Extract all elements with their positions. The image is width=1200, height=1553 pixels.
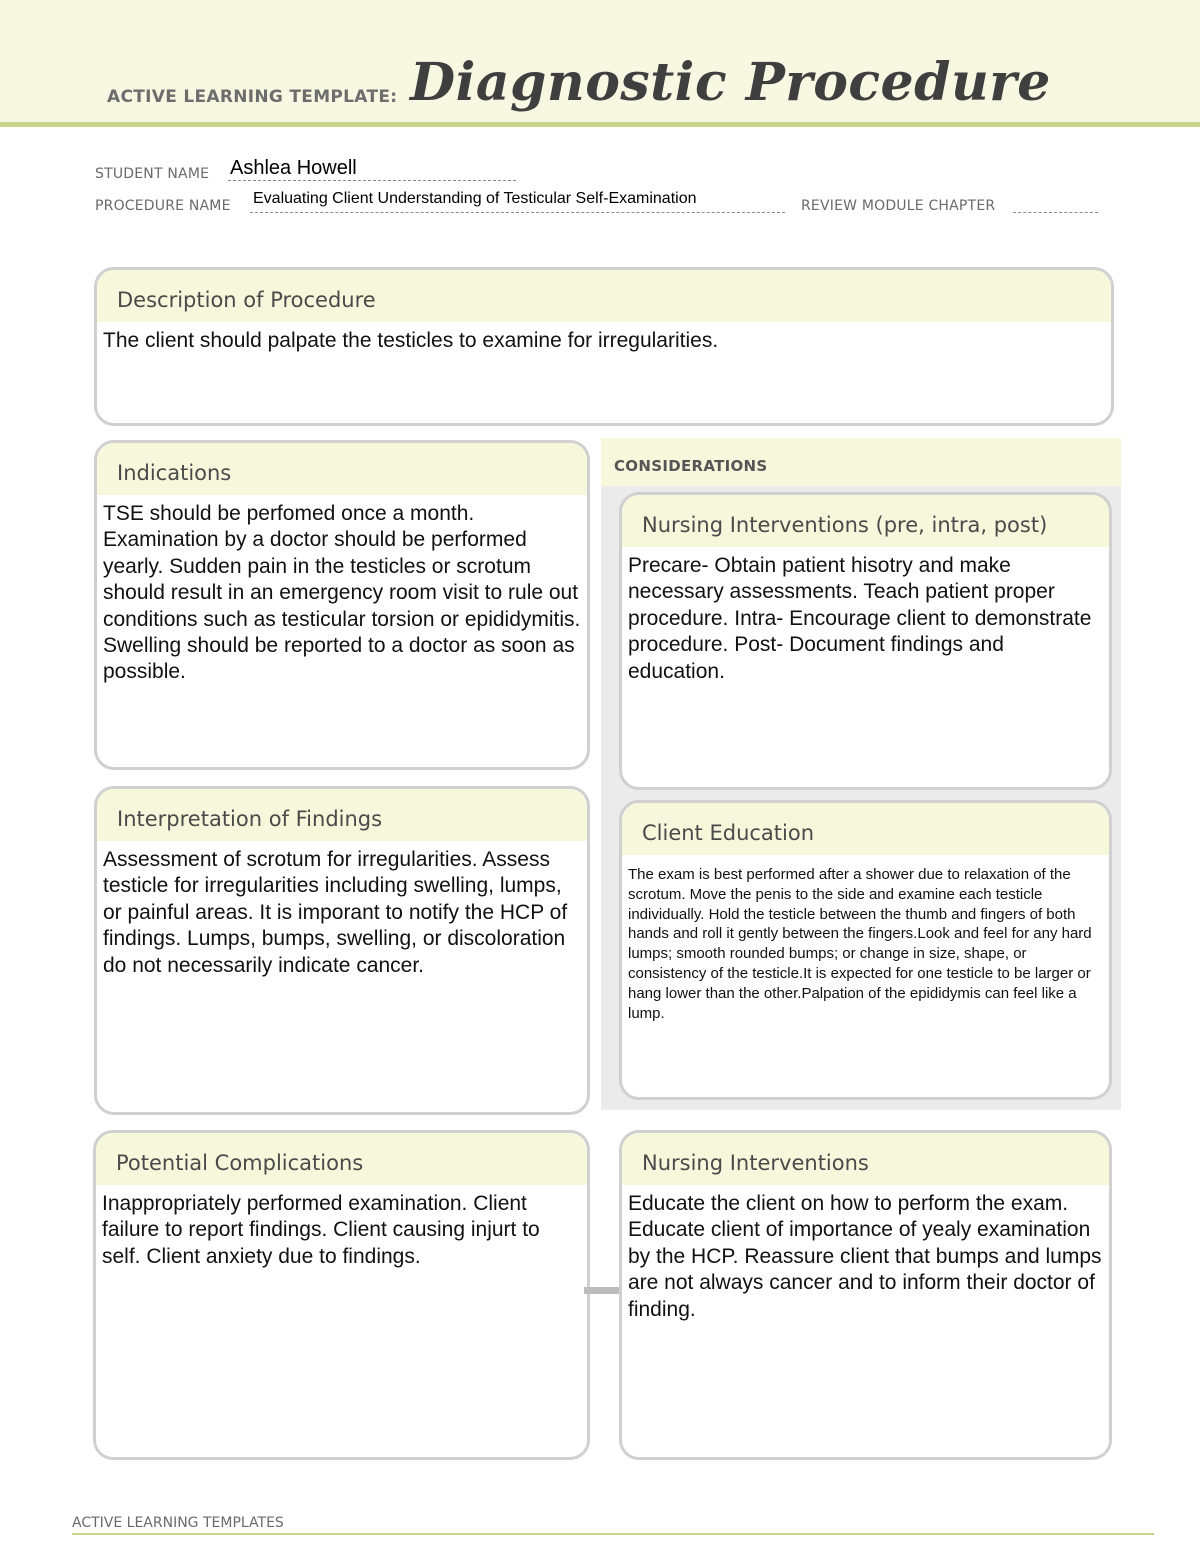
description-text[interactable]: The client should palpate the testicles to examine for irregularities.: [103, 329, 719, 352]
student-name-label: STUDENT NAME: [95, 166, 210, 182]
procedure-name-label: PROCEDURE NAME: [95, 198, 231, 214]
nursing-interventions-pip-card: [619, 492, 1112, 790]
interpretation-card: [94, 786, 590, 1115]
description-card: [94, 267, 1114, 426]
footer-label: ACTIVE LEARNING TEMPLATES: [72, 1515, 284, 1531]
nursing-interventions-pip-text[interactable]: Precare- Obtain patient hisotry and make necessary assessments. Teach patient proper procedure. Intra- Encourage client to demonstrate procedure. Post- Document findings and education.: [628, 554, 1092, 683]
header-divider: [0, 122, 1200, 127]
client-education-card: [619, 800, 1112, 1100]
student-name-field[interactable]: Ashlea Howell: [230, 157, 357, 179]
considerations-label: CONSIDERATIONS: [614, 457, 768, 475]
card-connector: [584, 1287, 620, 1294]
client-education-text[interactable]: The exam is best performed after a shower due to relaxation of the scrotum. Move the penis to the side and examine each testicle individually. Hold the testicle between the thumb and fingers of both hands and roll it gently between the fingers.Look and feel for any hard lumps; smooth rounded bumps; or change in size, shape, or consistency of the testicle.It is expected for one testicle to be larger or hang lower than the other.Palpation of the epididymis can feel like a lump.: [628, 866, 1092, 1022]
nursing-interventions-title: Nursing Interventions: [622, 1133, 1109, 1185]
indications-card: [94, 440, 590, 770]
page-title: Diagnostic Procedure: [410, 52, 1051, 113]
interpretation-title: Interpretation of Findings: [97, 789, 587, 841]
procedure-name-field[interactable]: Evaluating Client Understanding of Testicular Self-Examination: [253, 190, 697, 207]
review-module-field[interactable]: [1013, 212, 1098, 213]
nursing-interventions-text[interactable]: Educate the client on how to perform the exam. Educate client of importance of yealy examination by the HCP. Reassure client that bumps and lumps are not always cancer and to inform their doctor of finding.: [628, 1192, 1102, 1321]
student-name-underline: [228, 180, 516, 181]
complications-card: [93, 1130, 590, 1460]
procedure-name-underline: [250, 212, 785, 213]
indications-title: Indications: [97, 443, 587, 495]
description-title: Description of Procedure: [97, 270, 1111, 322]
template-label: ACTIVE LEARNING TEMPLATE:: [107, 87, 398, 107]
indications-text[interactable]: TSE should be perfomed once a month. Examination by a doctor should be performed yearly. Sudden pain in the testicles or scrotum should result in an emergency room visit to rule out conditions such as testicular torsion or epididymitis. Swelling should be reported to a doctor as soon as possible.: [103, 502, 581, 684]
interpretation-text[interactable]: Assessment of scrotum for irregularities. Assess testicle for irregularities including swelling, lumps, or painful areas. It is imporant to notify the HCP of findings. Lumps, bumps, swelling, or discoloration do not necessarily indicate cancer.: [103, 848, 568, 977]
client-education-title: Client Education: [622, 803, 1109, 855]
nursing-interventions-card: [619, 1130, 1112, 1460]
complications-title: Potential Complications: [96, 1133, 587, 1185]
complications-text[interactable]: Inappropriately performed examination. Client failure to report findings. Client causing injurt to self. Client anxiety due to findings.: [102, 1192, 540, 1268]
footer-divider: [72, 1533, 1154, 1535]
nursing-interventions-pip-title: Nursing Interventions (pre, intra, post): [622, 495, 1109, 547]
review-module-label: REVIEW MODULE CHAPTER: [801, 198, 996, 214]
